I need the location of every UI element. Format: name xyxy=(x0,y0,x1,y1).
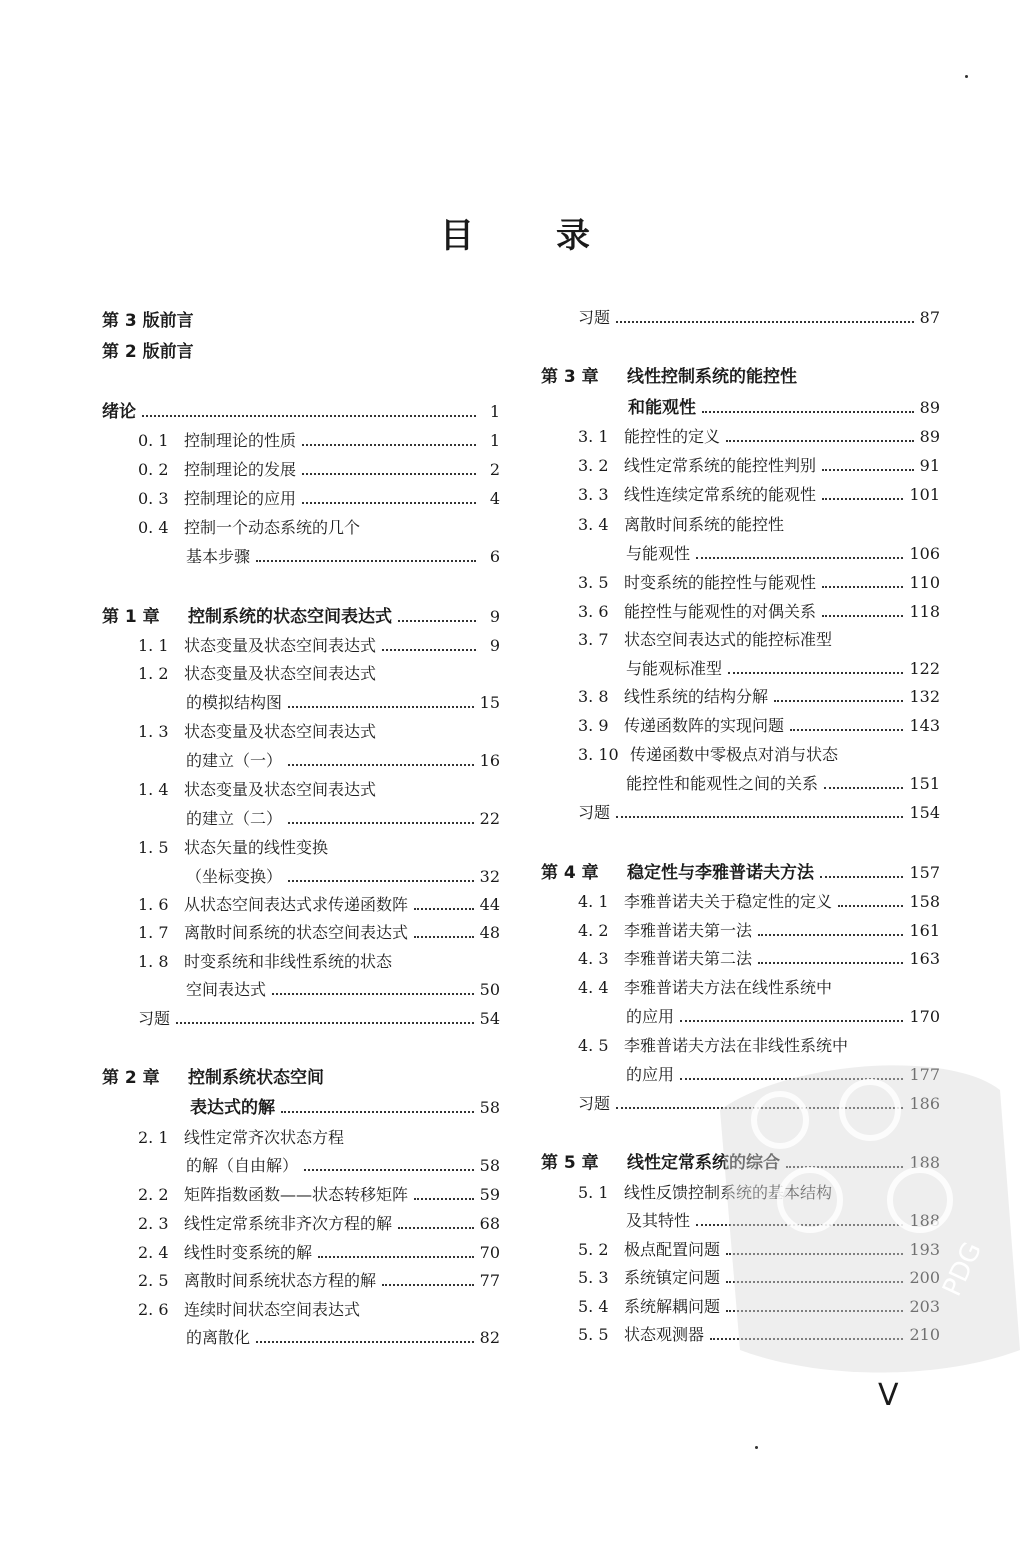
dot-leader xyxy=(302,473,476,475)
entry-number: 第 5 章 xyxy=(541,1153,599,1173)
entry-title: 系统镇定问题 xyxy=(624,1268,721,1287)
entry-title: 控制一个动态系统的几个 xyxy=(184,518,361,537)
entry-page-number: 143 xyxy=(909,716,940,735)
entry-number: 3. 9 xyxy=(578,716,609,735)
dot-leader xyxy=(822,469,914,471)
chapter-entry xyxy=(102,1062,500,1090)
entry-title: 能控性的定义 xyxy=(624,427,721,446)
entry-page-number: 91 xyxy=(919,456,940,475)
dot-leader xyxy=(820,876,903,878)
section-entry xyxy=(138,1122,500,1150)
entry-title: 第 3 版前言 xyxy=(102,311,194,331)
scan-speck xyxy=(965,75,968,78)
entry-title: 状态空间表达式的能控标准型 xyxy=(624,630,833,649)
entry-page-number: 1 xyxy=(489,402,500,421)
page-title xyxy=(0,208,1032,257)
dot-leader xyxy=(256,560,476,562)
entry-title: 和能观性 xyxy=(628,398,696,418)
dot-leader xyxy=(272,993,474,995)
dot-leader xyxy=(414,908,474,910)
entry-title: 李雅普诺夫第二法 xyxy=(624,949,753,968)
stamp-text: PDG xyxy=(937,1237,988,1301)
entry-title: 控制系统的状态空间表达式 xyxy=(188,607,392,627)
entry-title: 离散时间系统的能控性 xyxy=(624,515,785,534)
entry-page-number: 58 xyxy=(479,1156,500,1175)
entry-title: 李雅普诺夫方法在非线性系统中 xyxy=(624,1036,849,1055)
section-entry-continued xyxy=(186,1322,500,1350)
entry-page-number: 203 xyxy=(909,1297,940,1316)
entry-page-number: 188 xyxy=(909,1211,940,1230)
entry-page-number: 44 xyxy=(479,895,500,914)
section-entry xyxy=(138,1208,500,1236)
section-entry xyxy=(578,972,940,1000)
section-entry-continued xyxy=(186,861,500,889)
entry-title: 的建立（二） xyxy=(186,809,283,828)
section-entry-continued xyxy=(186,974,500,1002)
entry-title: 传递函数阵的实现问题 xyxy=(624,716,785,735)
dot-leader xyxy=(822,586,903,588)
dot-leader xyxy=(696,557,903,559)
entry-title: 稳定性与李雅普诺夫方法 xyxy=(627,863,814,883)
entry-title: 控制系统状态空间 xyxy=(188,1068,324,1088)
chapter-entry-continued xyxy=(628,392,940,420)
section-entry-continued xyxy=(186,541,500,569)
entry-title: 的离散化 xyxy=(186,1328,251,1347)
entry-title: 线性定常系统非齐次方程的解 xyxy=(184,1214,393,1233)
entry-title: 极点配置问题 xyxy=(624,1240,721,1259)
entry-page-number: 163 xyxy=(909,949,940,968)
section-entry xyxy=(578,421,940,449)
entry-title: 与能观标准型 xyxy=(626,659,723,678)
entry-page-number: 59 xyxy=(479,1185,500,1204)
entry-title: 线性反馈控制系统的基本结构 xyxy=(624,1183,833,1202)
entry-number: 5. 2 xyxy=(578,1240,609,1259)
dot-leader xyxy=(281,1111,474,1113)
entry-title: 线性定常系统的综合 xyxy=(627,1153,780,1173)
section-entry xyxy=(578,509,940,537)
entry-page-number: 157 xyxy=(909,863,940,882)
entry-number: 3. 1 xyxy=(578,427,609,446)
entry-page-number: 210 xyxy=(909,1325,940,1344)
section-entry xyxy=(138,454,500,482)
chapter-entry xyxy=(541,361,940,389)
entry-title: 连续时间状态空间表达式 xyxy=(184,1300,361,1319)
entry-page-number: 118 xyxy=(909,602,940,621)
section-entry xyxy=(138,946,500,974)
entry-page-number: 106 xyxy=(909,544,940,563)
entry-page-number: 122 xyxy=(909,659,940,678)
entry-page-number: 87 xyxy=(919,308,940,327)
dot-leader xyxy=(726,440,914,442)
entry-title: 基本步骤 xyxy=(186,547,251,566)
entry-title: 习题 xyxy=(578,1094,611,1113)
entry-page-number: 193 xyxy=(909,1240,940,1259)
entry-number: 4. 1 xyxy=(578,892,609,911)
section-entry xyxy=(138,917,500,945)
entry-title: 从状态空间表达式求传递函数阵 xyxy=(184,895,409,914)
entry-title: 绪论 xyxy=(102,402,136,422)
section-entry xyxy=(138,716,500,744)
entry-page-number: 132 xyxy=(909,687,940,706)
entry-page-number: 58 xyxy=(479,1098,500,1117)
section-entry-continued xyxy=(186,687,500,715)
entry-title: 状态变量及状态空间表达式 xyxy=(184,664,377,683)
section-entry-continued xyxy=(626,1001,940,1029)
dot-leader xyxy=(288,880,474,882)
entry-title: 习题 xyxy=(578,803,611,822)
entry-number: 1. 3 xyxy=(138,722,169,741)
entry-page-number: 50 xyxy=(479,980,500,999)
entry-page-number: 101 xyxy=(909,485,940,504)
entry-number: 1. 2 xyxy=(138,664,169,683)
entry-title: 的解（自由解） xyxy=(186,1156,299,1175)
entry-title: 习题 xyxy=(138,1009,171,1028)
dot-leader xyxy=(304,1169,474,1171)
page-title-left: 目 xyxy=(440,216,476,256)
section-entry xyxy=(578,567,940,595)
entry-title: 系统解耦问题 xyxy=(624,1297,721,1316)
dot-leader xyxy=(616,816,903,818)
entry-number: 3. 8 xyxy=(578,687,609,706)
entry-title: 时变系统的能控性与能观性 xyxy=(624,573,817,592)
entry-number: 2. 3 xyxy=(138,1214,169,1233)
section-entry xyxy=(578,739,940,767)
entry-page-number: 89 xyxy=(919,427,940,446)
entry-number: 4. 4 xyxy=(578,978,609,997)
entry-page-number: 154 xyxy=(909,803,940,822)
entry-title: 离散时间系统状态方程的解 xyxy=(184,1271,377,1290)
entry-title: 能控性和能观性之间的关系 xyxy=(626,774,819,793)
entry-number: 1. 8 xyxy=(138,952,169,971)
section-entry xyxy=(138,1179,500,1207)
dot-leader xyxy=(838,905,903,907)
entry-page-number: 151 xyxy=(909,774,940,793)
entry-number: 2. 2 xyxy=(138,1185,169,1204)
dot-leader xyxy=(302,502,476,504)
section-entry xyxy=(578,710,940,738)
scan-speck xyxy=(755,1446,758,1449)
entry-number: 2. 1 xyxy=(138,1128,169,1147)
entry-title: 的模拟结构图 xyxy=(186,693,283,712)
entry-number: 1. 7 xyxy=(138,923,169,942)
entry-page-number: 177 xyxy=(909,1065,940,1084)
entry-number: 3. 10 xyxy=(578,745,619,764)
dot-leader xyxy=(382,649,476,651)
entry-title: 矩阵指数函数——状态转移矩阵 xyxy=(184,1185,409,1204)
entry-number: 1. 4 xyxy=(138,780,169,799)
section-entry xyxy=(578,479,940,507)
entry-title: 空间表达式 xyxy=(186,980,267,999)
entry-title: 控制理论的发展 xyxy=(184,460,297,479)
entry-number: 4. 2 xyxy=(578,921,609,940)
dot-leader xyxy=(288,764,474,766)
entry-page-number: 16 xyxy=(479,751,500,770)
entry-title: 线性时变系统的解 xyxy=(184,1243,313,1262)
section-entry xyxy=(578,943,940,971)
dot-leader xyxy=(414,936,474,938)
entry-title: 线性连续定常系统的能观性 xyxy=(624,485,817,504)
entry-title: 状态变量及状态空间表达式 xyxy=(184,722,377,741)
entry-title: （坐标变换） xyxy=(186,867,283,886)
dot-leader xyxy=(398,1227,474,1229)
dot-leader xyxy=(288,706,474,708)
entry-title: 控制理论的性质 xyxy=(184,431,297,450)
preface-heading xyxy=(102,305,500,333)
entry-title: 的建立（一） xyxy=(186,751,283,770)
entry-title: 李雅普诺夫方法在线性系统中 xyxy=(624,978,833,997)
entry-number: 3. 4 xyxy=(578,515,609,534)
entry-number: 2. 4 xyxy=(138,1243,169,1262)
dot-leader xyxy=(758,962,903,964)
preface-heading xyxy=(102,336,500,364)
exercise-entry xyxy=(578,302,940,330)
entry-page-number: 15 xyxy=(479,693,500,712)
entry-number: 3. 7 xyxy=(578,630,609,649)
entry-page-number: 82 xyxy=(479,1328,500,1347)
section-entry-continued xyxy=(626,653,940,681)
entry-number: 1. 6 xyxy=(138,895,169,914)
entry-number: 5. 4 xyxy=(578,1297,609,1316)
section-entry xyxy=(578,886,940,914)
entry-page-number: 77 xyxy=(479,1271,500,1290)
entry-title: 状态变量及状态空间表达式 xyxy=(184,780,377,799)
library-stamp-watermark xyxy=(700,1050,1030,1380)
entry-title: 表达式的解 xyxy=(190,1098,275,1118)
chapter-entry xyxy=(102,396,500,424)
entry-number: 第 2 章 xyxy=(102,1068,160,1088)
dot-leader xyxy=(382,1284,474,1286)
section-entry xyxy=(138,832,500,860)
entry-number: 3. 5 xyxy=(578,573,609,592)
section-entry xyxy=(138,1294,500,1322)
dot-leader xyxy=(398,620,476,622)
dot-leader xyxy=(176,1022,474,1024)
entry-title: 线性系统的结构分解 xyxy=(624,687,769,706)
entry-title: 线性定常齐次状态方程 xyxy=(184,1128,345,1147)
exercise-entry xyxy=(138,1003,500,1031)
dot-leader xyxy=(680,1020,903,1022)
entry-page-number: 4 xyxy=(489,489,500,508)
entry-number: 第 3 章 xyxy=(541,367,599,387)
entry-page-number: 1 xyxy=(489,431,500,450)
entry-title: 及其特性 xyxy=(626,1211,691,1230)
entry-title: 李雅普诺夫关于稳定性的定义 xyxy=(624,892,833,911)
exercise-entry xyxy=(578,797,940,825)
section-entry xyxy=(138,483,500,511)
entry-number: 3. 3 xyxy=(578,485,609,504)
section-entry xyxy=(578,450,940,478)
section-entry-continued xyxy=(626,538,940,566)
entry-title: 状态矢量的线性变换 xyxy=(184,838,329,857)
entry-page-number: 54 xyxy=(479,1009,500,1028)
section-entry xyxy=(138,630,500,658)
dot-leader xyxy=(414,1198,474,1200)
dot-leader xyxy=(616,321,914,323)
dot-leader xyxy=(318,1256,474,1258)
section-entry xyxy=(578,624,940,652)
entry-page-number: 48 xyxy=(479,923,500,942)
dot-leader xyxy=(288,822,474,824)
section-entry xyxy=(138,889,500,917)
entry-number: 3. 2 xyxy=(578,456,609,475)
chapter-entry xyxy=(102,601,500,629)
dot-leader xyxy=(302,444,476,446)
entry-title: 控制理论的应用 xyxy=(184,489,297,508)
entry-page-number: 89 xyxy=(919,398,940,417)
entry-number: 2. 6 xyxy=(138,1300,169,1319)
entry-number: 4. 5 xyxy=(578,1036,609,1055)
entry-page-number: 188 xyxy=(909,1153,940,1172)
entry-number: 5. 3 xyxy=(578,1268,609,1287)
entry-number: 5. 5 xyxy=(578,1325,609,1344)
entry-number: 1. 5 xyxy=(138,838,169,857)
entry-page-number: 161 xyxy=(909,921,940,940)
entry-number: 0. 1 xyxy=(138,431,169,450)
section-entry xyxy=(578,596,940,624)
entry-page-number: 6 xyxy=(489,547,500,566)
dot-leader xyxy=(728,672,903,674)
entry-page-number: 70 xyxy=(479,1243,500,1262)
dot-leader xyxy=(824,787,903,789)
entry-number: 5. 1 xyxy=(578,1183,609,1202)
section-entry xyxy=(578,915,940,943)
entry-page-number: 9 xyxy=(489,636,500,655)
dot-leader xyxy=(142,415,476,417)
entry-title: 时变系统和非线性系统的状态 xyxy=(184,952,393,971)
entry-title: 状态观测器 xyxy=(624,1325,705,1344)
entry-number: 2. 5 xyxy=(138,1271,169,1290)
dot-leader xyxy=(702,411,914,413)
chapter-entry-continued xyxy=(190,1092,500,1120)
entry-number: 4. 3 xyxy=(578,949,609,968)
section-entry xyxy=(138,512,500,540)
entry-title: 的应用 xyxy=(626,1065,675,1084)
entry-number: 1. 1 xyxy=(138,636,169,655)
entry-page-number: 186 xyxy=(909,1094,940,1113)
section-entry-continued xyxy=(186,803,500,831)
entry-page-number: 9 xyxy=(489,607,500,626)
section-entry xyxy=(578,681,940,709)
section-entry-continued xyxy=(186,1150,500,1178)
section-entry-continued xyxy=(626,768,940,796)
entry-page-number: 32 xyxy=(479,867,500,886)
entry-page-number: 2 xyxy=(489,460,500,479)
entry-number: 0. 4 xyxy=(138,518,169,537)
entry-title: 与能观性 xyxy=(626,544,691,563)
entry-number: 第 1 章 xyxy=(102,607,160,627)
entry-title: 李雅普诺夫第一法 xyxy=(624,921,753,940)
section-entry xyxy=(138,425,500,453)
entry-page-number: 200 xyxy=(909,1268,940,1287)
entry-title: 第 2 版前言 xyxy=(102,342,194,362)
entry-title: 离散时间系统的状态空间表达式 xyxy=(184,923,409,942)
dot-leader xyxy=(790,729,903,731)
section-entry-continued xyxy=(186,745,500,773)
chapter-entry xyxy=(541,857,940,885)
entry-title: 能控性与能观性的对偶关系 xyxy=(624,602,817,621)
dot-leader xyxy=(256,1341,474,1343)
entry-number: 第 4 章 xyxy=(541,863,599,883)
dot-leader xyxy=(822,498,903,500)
entry-title: 状态变量及状态空间表达式 xyxy=(184,636,377,655)
entry-page-number: 170 xyxy=(909,1007,940,1026)
section-entry xyxy=(138,1265,500,1293)
entry-number: 0. 3 xyxy=(138,489,169,508)
section-entry xyxy=(138,774,500,802)
section-entry xyxy=(138,1237,500,1265)
entry-page-number: 158 xyxy=(909,892,940,911)
entry-title: 线性定常系统的能控性判别 xyxy=(624,456,817,475)
dot-leader xyxy=(758,934,903,936)
entry-title: 线性控制系统的能控性 xyxy=(627,367,797,387)
dot-leader xyxy=(774,700,903,702)
page-title-right: 录 xyxy=(556,216,592,256)
entry-number: 3. 6 xyxy=(578,602,609,621)
entry-page-number: 68 xyxy=(479,1214,500,1233)
section-entry xyxy=(138,658,500,686)
entry-number: 0. 2 xyxy=(138,460,169,479)
page-number: V xyxy=(878,1378,899,1413)
dot-leader xyxy=(822,615,903,617)
entry-title: 习题 xyxy=(578,308,611,327)
entry-page-number: 110 xyxy=(909,573,940,592)
entry-title: 的应用 xyxy=(626,1007,675,1026)
entry-title: 传递函数中零极点对消与状态 xyxy=(630,745,839,764)
entry-page-number: 22 xyxy=(479,809,500,828)
